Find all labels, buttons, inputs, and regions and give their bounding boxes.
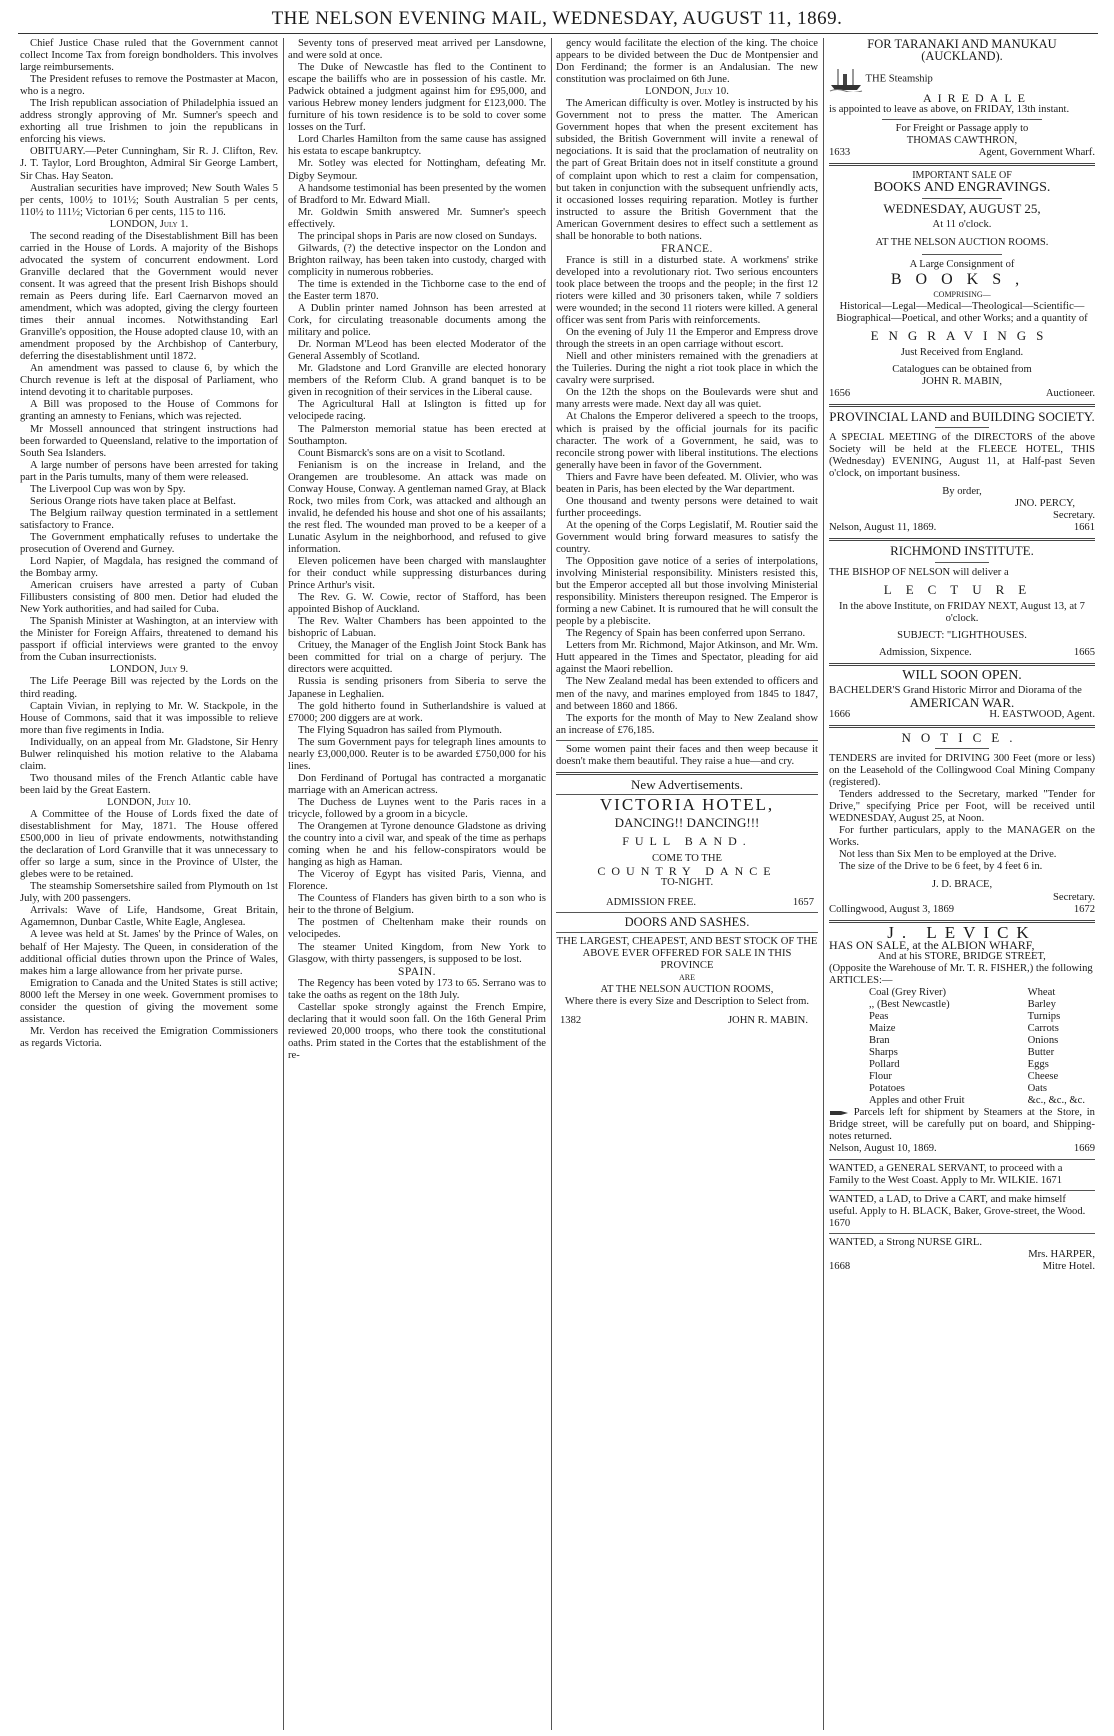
paragraph: Gilwards, (?) the detective inspector on the London and Brighton railway, has been taken into custody, charged with complicity in numerous robberies.: [288, 242, 546, 278]
divider: [829, 1233, 1095, 1234]
divider: [829, 1159, 1095, 1160]
divider: [829, 538, 1095, 541]
paragraph: Captain Vivian, in replying to Mr. W. Stackpole, in the House of Commons, said that it was impossible to relieve more than five regiments in India.: [20, 700, 278, 736]
victoria-hotel-title: VICTORIA HOTEL,: [599, 794, 775, 814]
divider: [829, 404, 1095, 407]
goods-item: Barley: [1027, 998, 1056, 1010]
levick-sale: HAS ON SALE, at the ALBION WHARF,: [829, 937, 1035, 952]
notice-title: NOTICE.: [901, 729, 1023, 745]
column-3: [556, 38, 818, 1730]
divider: [829, 663, 1095, 666]
doors-where: Where there is every Size and Description to Select from.: [564, 996, 810, 1008]
divider: [935, 427, 988, 428]
secretary-title: Secretary.: [1053, 510, 1095, 522]
column-3-text: [556, 38, 818, 737]
auctioneer-row: [829, 388, 1095, 400]
paragraph: LONDON, July 10.: [107, 796, 191, 808]
paragraph: gency would facilitate the election of the king. The choice appears to be divided between the Duc de Montpensier and Don Ferdinand; the former is an Andalusian. The new constitution was proclaimed on 6th June.: [556, 38, 818, 86]
paragraph: Mr. Verdon has received the Emigration Commissioners as regards Victoria.: [20, 1025, 278, 1049]
paragraph: A levee was held at St. James' by the Prince of Wales, on behalf of Her Majesty. The Queen, in consideration of the additional official duties thrown upon the Prince of Wales, makes him a large allowance from her private purse.: [20, 929, 278, 977]
levick-opposite: (Opposite the Warehouse of Mr. T. R. FISHER,) the following ARTICLES:—: [829, 962, 1093, 986]
paragraph: Individually, on an appeal from Mr. Gladstone, Sir Henry Bulwer relinquished his motion relative to the Alabama claim.: [20, 736, 278, 772]
paragraph: The Spanish Minister at Washington, at an interview with the Minister for Foreign Affairs, threatened to demand his passport if official interviews were granted to the envoy from the Cuban insurrectionists.: [20, 616, 278, 664]
divider: [829, 725, 1095, 728]
goods-item: Peas: [869, 1010, 889, 1022]
paragraph: The Opposition gave notice of a series of interpolations, involving Ministerial responsibility. Ministers resisted this, but the Emperor accepted all but those involving Ministerial responsibility. Ministers thereupon resigned. The Emperor is forming a new Cabinet. It is rumoured that he will consult the people by a plebiscite.: [556, 556, 818, 628]
signer: JOHN R. MABIN.: [727, 1014, 808, 1026]
levick-ad: [829, 922, 1095, 1156]
paragraph: The Rev. Walter Chambers has been appointed to the bishopric of Labuan.: [288, 616, 546, 640]
victoria-hotel-ad: [556, 794, 818, 909]
received: Just Received from England.: [900, 346, 1024, 358]
auctioneer-title: Auctioneer.: [1045, 387, 1095, 399]
paragraph: At the opening of the Corps Legislatif, M. Routier said the Government would bring forward measures to satisfy the country.: [556, 519, 818, 555]
paragraph: Crituey, the Manager of the English Joint Stock Bank has been committed for trial on a charge of perjury. The directors were acquitted.: [288, 640, 546, 676]
auctioneer-name: JOHN R. MABIN,: [921, 375, 1003, 387]
divider: [829, 1190, 1095, 1191]
paragraph: OBITUARY.—Peter Cunningham, Sir R. J. Clifton, Rev. J. T. Taylor, Lord Broughton, Admiral Sir George Lambert, Sir Chas. Hay Seaton.: [20, 146, 278, 182]
steamship-line: [829, 66, 1095, 92]
levick-title: J. LEVICK: [887, 922, 1037, 942]
pointing-hand-icon: [829, 1108, 849, 1118]
divider: [829, 163, 1095, 166]
paragraph: The Palmerston memorial statue has been erected at Southampton.: [288, 423, 546, 447]
paragraph: The Belgium railway question terminated in a settlement satisfactory to France.: [20, 507, 278, 531]
doors-title: DOORS AND SASHES.: [624, 915, 750, 930]
doors-body: THE LARGEST, CHEAPEST, AND BEST STOCK OF THE ABOVE EVER OFFERED FOR SALE IN THIS PROVINCE: [556, 936, 818, 972]
consignment: A Large Consignment of: [909, 258, 1015, 270]
provincial-footer: [829, 522, 1095, 534]
paragraph: Niell and other ministers remained with the grenadiers at the Tuileries. During the night a riot took place in which the cavalry were surprised.: [556, 351, 818, 387]
levick-store: And at his STORE, BRIDGE STREET,: [878, 950, 1046, 962]
nurse-text: WANTED, a Strong NURSE GIRL.: [829, 1236, 983, 1248]
paragraph: The time is extended in the Tichborne case to the end of the Easter term 1870.: [288, 278, 546, 302]
parcels-footer: [829, 1143, 1095, 1155]
ship-name: AIREDALE: [923, 91, 1031, 106]
doors-footer: [556, 1015, 818, 1027]
paragraph: Castellar spoke strongly against the French Empire, declaring that it would soon fall. On the 16th General Prim reviewed 20,000 troops, who there took the constitutional oaths. Prim stated in the Cortes that the establishment of the re-: [288, 1001, 546, 1061]
wanted-servant-ad: [829, 1163, 1095, 1187]
paragraph: FRANCE.: [661, 242, 713, 255]
paragraph: The exports for the month of May to New Zealand show an increase of £76,185.: [556, 712, 818, 736]
dancing-line: DANCING!! DANCING!!!: [614, 814, 760, 830]
goods-item: &c., &c., &c.: [1027, 1095, 1085, 1107]
agent-name: THOMAS CAWTHRON,: [906, 135, 1018, 147]
steamship-label: THE Steamship: [865, 73, 933, 85]
country-dance: COUNTRY DANCE: [597, 864, 777, 879]
paragraph: A large number of persons have been arrested for taking part in the Paris tumults, many of them were released.: [20, 459, 278, 483]
paragraph: The second reading of the Disestablishment Bill has been carried in the House of Lords. A majority of the Bishops advocated the system of concurrent endowment. Lord Granville declared that the Government would never consent. It was agreed that the present Irish Bishops should remain as Peers during life. Earl Caernarvon moved an amendment, which was adopted, giving the clergy fourteen times their annual incomes. Notwithstanding Earl Granville's opposition, the House adopted clause 10, with an amendment proposed by the Archbishop of Canterbury, deferring the disestablishment until 1872.: [20, 230, 278, 363]
paragraph: Letters from Mr. Richmond, Major Atkinson, and Mr. Wm. Hutt appeared in the Times and Spectator, pleading for aid against the Maori rebellion.: [556, 640, 818, 676]
lad-text: WANTED, a LAD, to Drive a CART, and make himself useful. Apply to H. BLACK, Baker, Grove-street, the Wood.: [829, 1193, 1086, 1217]
goods-item: Cheese: [1027, 1071, 1059, 1083]
divider: [922, 254, 1002, 255]
paragraph: The Regency of Spain has been conferred upon Serrano.: [566, 628, 806, 640]
will-open: WILL SOON OPEN.: [902, 667, 1022, 683]
lecture-word: LECTURE: [883, 581, 1041, 597]
paragraph: At Chalons the Emperor delivered a speech to the troops, which is praised by the official journals for its pacific character. The work of a Government, he said, was to reconcile strong power with liberal institutions. The elections generally have been in favor of the Government.: [556, 411, 818, 471]
goods-item: Potatoes: [869, 1083, 905, 1095]
admission-row: [556, 897, 818, 909]
richmond-institute-ad: [829, 545, 1095, 658]
goods-item: Maize: [869, 1023, 896, 1034]
books-sale-ad: [829, 170, 1095, 400]
ad-number: 1669: [1073, 1143, 1095, 1155]
provincial-title: PROVINCIAL LAND and BUILDING SOCIETY.: [829, 409, 1095, 425]
doors-sashes-ad: [556, 916, 818, 1026]
taranaki-ad: [829, 38, 1095, 159]
divider: [556, 772, 818, 775]
goods-left: [869, 987, 965, 1107]
tonight: TO-NIGHT.: [660, 877, 714, 889]
paragraph: A Dublin printer named Johnson has been arrested at Cork, for circulating treasonable documents among the military and police.: [288, 303, 546, 339]
by-order: By order,: [942, 486, 982, 498]
secretary-name: JNO. PERCY,: [1014, 498, 1075, 510]
paragraph: The Life Peerage Bill was rejected by the Lords on the third reading.: [20, 676, 278, 700]
tenders-text: TENDERS are invited for DRIVING 300 Feet (more or less) on the Leasehold of the Collingwood Coal Mining Company (registered).: [829, 753, 1095, 789]
goods-item: Apples and other Fruit: [869, 1095, 965, 1107]
agent-row: [829, 147, 1095, 159]
masthead-rule: [18, 33, 1098, 34]
paragraph: The gold hitherto found in Sutherlandshire is valued at £7000; 200 diggers are at work.: [288, 700, 546, 724]
masthead: THE NELSON EVENING MAIL, WEDNESDAY, AUGUST 11, 1869.: [271, 8, 843, 29]
column-1: [20, 38, 278, 1730]
richmond-title: RICHMOND INSTITUTE.: [890, 543, 1034, 559]
further-particulars: For further particulars, apply to the MANAGER on the Works.: [829, 825, 1095, 849]
paragraph: An amendment was passed to clause 6, by which the Church revenue is left at the disposal of Parliament, who intend devoting it to charitable purposes.: [20, 363, 278, 399]
paragraph: Mr Mossell announced that stringent instructions had been forwarded to Queensland, relative to the importation of South Sea Islanders.: [20, 423, 278, 459]
paragraph: On the evening of July 11 the Emperor and Empress drove through the streets in an open carriage without escort.: [556, 327, 818, 351]
goods-right: [1028, 987, 1085, 1107]
sale-date: WEDNESDAY, AUGUST 25,: [883, 201, 1041, 217]
nurse-contact: Mrs. HARPER,: [1028, 1248, 1095, 1260]
not-less-than: Not less than Six Men to be employed at the Drive.: [839, 849, 1057, 861]
diorama-footer: [829, 709, 1095, 721]
bachelder-line: BACHELDER'S Grand Historic Mirror and Diorama of the: [829, 684, 1082, 696]
paragraph: Dr. Norman M'Leod has been elected Moderator of the General Assembly of Scotland.: [288, 339, 546, 363]
diorama-agent: H. EASTWOOD, Agent.: [989, 708, 1095, 720]
paragraph: The American difficulty is over. Motley is instructed by his Government not to press the matter. The American Government hopes that when the present excitement has subsided, the British Government will invite a renewal of negociations. It is said that the proclamation of neutrality on the part of Great Britain does not in itself constitute a ground of complaint upon which to rest a claim for compensation, but taken in conjunction with the subsequent unfriendly acts, it occasioned losses requiring reparation. Motley is further instructed to assure the British Government that the American Government desires to effect such a settlement as shall be honorable to both nations.: [556, 98, 818, 242]
paragraph: Count Bismarck's sons are on a visit to Scotland.: [298, 447, 505, 459]
paragraph: The principal shops in Paris are now closed on Sundays.: [298, 230, 537, 242]
paragraph: Fenianism is on the increase in Ireland, and the Orangemen are troublesome. An attack was made on Conway House, Conway. A gentleman named Gray, at Black Rock, two miles from Cork, was attacked and although an invalid, he defended his house and shot one of his assailants; the rest fled. The wounded man proved to be a keeper of a Lunatic Asylum in the neighborhood, and refused to give information.: [288, 459, 546, 555]
come-to-the: COME TO THE: [651, 853, 723, 864]
sale-heading: BOOKS AND ENGRAVINGS.: [873, 180, 1051, 196]
paragraph: The Liverpool Cup was won by Spy.: [30, 483, 186, 495]
paragraph: Don Ferdinand of Portugal has contracted a morganatic marriage with an American actress.: [288, 772, 546, 796]
paragraph: Seventy tons of preserved meat arrived per Lansdowne, and were sold at once.: [288, 38, 546, 62]
freight-line: For Freight or Passage apply to: [895, 123, 1029, 135]
admission-free: ADMISSION FREE.: [606, 897, 697, 909]
tender-notice-ad: [829, 729, 1095, 916]
taranaki-title: FOR TARANAKI AND MANUKAU (AUCKLAND).: [867, 38, 1057, 64]
diorama-ad: [829, 667, 1095, 721]
goods-item: Eggs: [1027, 1059, 1049, 1071]
ship-appointed: is appointed to leave as above, on FRIDAY, 13th instant.: [829, 104, 1070, 116]
paragraph: The Orangemen at Tyrone denounce Gladstone as driving the country into a civil war, and speak of the time as perhaps coming when he and his fellow-conspirators would be hanging as high as Haman.: [288, 821, 546, 869]
divider: [922, 198, 1002, 199]
parcels-date: Nelson, August 10, 1869.: [829, 1143, 937, 1155]
paragraph: A handsome testimonial has been presented by the women of Bradford to Mr. Edward Miall.: [288, 182, 546, 206]
paragraph: Mr. Sotley was elected for Nottingham, defeating Mr. Digby Seymour.: [288, 158, 546, 182]
new-advertisements-heading: New Advertisements.: [631, 776, 743, 792]
paragraph: Australian securities have improved; New South Wales 5 per cents, 100½ to 101½; South Australian 5 per cents, 110½ to 111½; Victorian 6 per cents, 115 to 116.: [20, 182, 278, 218]
column-4-advertisements: [829, 38, 1095, 1730]
paragraph: The New Zealand medal has been extended to officers and men of the navy, and marines employed from 1845 to 1847, and between 1860 and 1866.: [556, 676, 818, 712]
agent-title: Agent, Government Wharf.: [978, 147, 1095, 159]
goods-item: Bran: [869, 1035, 890, 1047]
doors-rooms: AT THE NELSON AUCTION ROOMS,: [600, 984, 774, 996]
paragraph: The Regency has been voted by 173 to 65. Serrano was to take the oaths as regent on the 18th July.: [288, 977, 546, 1001]
goods-item: Carrots: [1027, 1023, 1059, 1034]
paragraph: Lord Napier, of Magdala, has resigned the command of the Bombay army.: [20, 556, 278, 580]
paragraph: LONDON, July 9.: [109, 664, 189, 676]
paragraph: Thiers and Favre have been defeated. M. Olivier, who was beaten in Paris, has been elected by the War department.: [556, 471, 818, 495]
divider: [935, 562, 988, 563]
paragraph: The Duke of Newcastle has fled to the Continent to escape the bailiffs who are in possession of his castle. Mr. Padwick obtained a judgment against him for £95,000, and various Hebrew money lenders judgment for £123,000. The furniture of his town residence is to be sold to cover some losses on the Turf.: [288, 62, 546, 134]
goods-list: [829, 987, 1095, 1107]
sale-place: AT THE NELSON AUCTION ROOMS.: [875, 236, 1049, 248]
drive-size: The size of the Drive to be 6 feet, by 4 feet 6 in.: [839, 861, 1043, 873]
column-divider: [823, 38, 824, 1730]
paragraph: The steamship Somersetshire sailed from Plymouth on 1st July, with 200 passengers.: [20, 881, 278, 905]
paragraph: The Irish republican association of Philadelphia issued an address strongly approving of Mr. Sumner's speech and exhorting all true Irishmen to join the republicans in enforcing his views.: [20, 98, 278, 146]
meeting-notice: A SPECIAL MEETING of the DIRECTORS of the above Society will be held at the FLEECE HOTEL, THIS (Wednesday) EVENING, August 11, at Half-past Seven o'clock, on important business.: [829, 432, 1095, 480]
paragraph: American cruisers have arrested a party of Cuban Fillibusters consisting of 800 men. Detior had eluded the New York authorities, and had sailed for Cuba.: [20, 580, 278, 616]
paragraph: Mr. Gladstone and Lord Granville are elected honorary members of the Reform Club. A grand banquet is to be given in recognition of their services in the Liberal cause.: [288, 363, 546, 399]
paragraph: France is still in a disturbed state. A workmens' strike developed into a revolutionary riot. Two serious encounters took place between the troops and the people; in the first 12 rioters were killed and 30 prisoners taken, while 7 soldiers were wounded; in the second 11 rioters were killed. A general officer was sent from Paris with reinforcements.: [556, 254, 818, 327]
wanted-nurse-ad: [829, 1237, 1095, 1273]
sale-title: IMPORTANT SALE OF: [912, 170, 1012, 182]
paragraph: Two thousand miles of the French Atlantic cable have been laid by the Great Eastern.: [20, 772, 278, 796]
paragraph: A Committee of the House of Lords fixed the date of disestablishment for May, 1871. The House offered £500,000 in lieu of private endowments, notwithstanding the declaration of Lord Granville that it was unnecessary to offer so large a sum, since in the Province of Ulster, the glebes were to be retained.: [20, 809, 278, 881]
sale-time: At 11 o'clock.: [932, 219, 992, 231]
engravings-word: ENGRAVINGS: [870, 327, 1054, 343]
american-war: AMERICAN WAR.: [909, 694, 1015, 710]
paragraph: LONDON, July 1.: [109, 218, 189, 230]
lecture-footer: [829, 647, 1095, 659]
lecture-admission: Admission, Sixpence.: [879, 646, 972, 658]
paragraph: The steamer United Kingdom, from New York to Glasgow, with thirty passengers, is supposed to be lost.: [288, 941, 546, 965]
parcels-text: Parcels left for shipment by Steamers at the Store, in Bridge street, will be carefully put on board, and Shipping-notes returned.: [829, 1107, 1095, 1143]
nurse-footer: [829, 1261, 1095, 1273]
goods-item: Coal (Grey River): [869, 986, 947, 998]
paragraph: The postmen of Cheltenham make their rounds on velocipedes.: [288, 917, 546, 941]
nurse-hotel: Mitre Hotel.: [1042, 1260, 1095, 1272]
lecture-subject: SUBJECT: "LIGHTHOUSES.: [897, 629, 1027, 641]
servant-text: WANTED, a GENERAL SERVANT, to proceed with a Family to the West Coast. Apply to Mr. WILKIE.: [829, 1162, 1063, 1186]
goods-item: Wheat: [1027, 986, 1056, 998]
paragraph: The President refuses to remove the Postmaster at Macon, who is a negro.: [20, 74, 278, 98]
goods-item: Onions: [1027, 1035, 1059, 1047]
ad-number: 1672: [1073, 903, 1095, 915]
column-divider: [283, 38, 284, 1730]
goods-item: Oats: [1027, 1083, 1048, 1095]
goods-item: Pollard: [869, 1059, 900, 1071]
tenders-text-2: Tenders addressed to the Secretary, marked "Tender for Drive," specifying Price per Foot, will be received until WEDNESDAY, August 25, at Noon.: [829, 789, 1095, 825]
tender-date: Collingwood, August 3, 1869: [829, 903, 955, 915]
divider: [556, 932, 818, 933]
paragraph: Serious Orange riots have taken place at Belfast.: [30, 495, 236, 507]
ad-number: 1665: [1073, 646, 1095, 658]
divider: [556, 912, 818, 913]
parcels-notice: [829, 1107, 1095, 1143]
doors-are: ARE: [679, 973, 695, 983]
column-divider: [551, 38, 552, 1730]
goods-item: Flour: [869, 1071, 892, 1083]
paragraph: The Agricultural Hall at Islington is fitted up for velocipede racing.: [288, 399, 546, 423]
bishop-line: THE BISHOP OF NELSON will deliver a: [829, 566, 1009, 578]
ad-number: 1670: [829, 1217, 851, 1229]
notice-date: Nelson, August 11, 1869.: [829, 522, 937, 534]
paragraph: The Rev. G. W. Cowie, rector of Stafford, has been appointed Bishop of Auckland.: [288, 592, 546, 616]
divider: [882, 119, 1042, 120]
goods-item: ,, (Best Newcastle): [869, 998, 950, 1010]
paragraph: The Government emphatically refuses to undertake the prosecution of Overend and Gurney.: [20, 531, 278, 555]
paragraph: Arrivals: Wave of Life, Handsome, Great Britain, Agamemnon, Dunbar Castle, White Eagle, Anglesea.: [20, 905, 278, 929]
tender-footer: [829, 904, 1095, 916]
ad-number: 1382: [560, 1014, 582, 1026]
steamship-icon: [829, 66, 863, 92]
goods-item: Sharps: [869, 1047, 898, 1059]
column-2: [288, 38, 546, 1730]
catalogues: Catalogues can be obtained from: [892, 363, 1032, 375]
comprising: COMPRISING—: [933, 289, 991, 299]
ad-number: 1668: [829, 1260, 851, 1272]
divider: [556, 740, 818, 741]
paragraph: Mr. Goldwin Smith answered Mr. Sumner's speech effectively.: [288, 206, 546, 230]
ad-number: 1633: [829, 147, 851, 159]
paragraph: One thousand and twenty persons were detained to wait further proceedings.: [556, 495, 818, 519]
divider: [935, 748, 988, 749]
ad-number: 1661: [1073, 522, 1095, 534]
paragraph: Russia is sending prisoners from Siberia to serve the Japanese in Leghalien.: [288, 676, 546, 700]
provincial-society-ad: [829, 411, 1095, 534]
paragraph: The sum Government pays for telegraph lines amounts to nearly £3,000,000. Reuter is to be awarded £750,000 for his lines.: [288, 736, 546, 772]
paragraph: The Duchess de Luynes went to the Paris races in a tricycle, followed by a groom in a bicycle.: [288, 796, 546, 820]
paragraph: LONDON, July 10.: [645, 86, 729, 98]
paragraph: SPAIN.: [397, 965, 437, 978]
book-kinds: Historical—Legal—Medical—Theological—Scientific—Biographical—Poetical, and other Works; and a quantity of: [836, 300, 1088, 324]
full-band: FULL BAND.: [622, 833, 752, 848]
brace-title: Secretary.: [1053, 891, 1095, 903]
ad-number: 1657: [792, 897, 814, 909]
filler-text: Some women paint their faces and then weep because it doesn't make them beautiful. They raise a hue—and cry.: [556, 743, 818, 767]
paragraph: A Bill was proposed to the House of Commons for granting an amnesty to Fenians, which was rejected.: [20, 399, 278, 423]
brace-name: J. D. BRACE,: [931, 879, 993, 891]
goods-item: Butter: [1027, 1047, 1055, 1059]
paragraph: Eleven policemen have been charged with manslaughter for their conduct while suppressing disturbances during Prince Arthur's visit.: [288, 556, 546, 592]
paragraph: Emigration to Canada and the United States is still active; 8000 left the Mersey in one week. Government promises to consider the question of giving the movement some assistance.: [20, 977, 278, 1025]
goods-item: Turnips: [1027, 1010, 1061, 1022]
ad-number: 1656: [829, 387, 851, 399]
paragraph: The Countess of Flanders has given birth to a son who is heir to the throne of Belgium.: [288, 893, 546, 917]
wanted-lad-ad: [829, 1194, 1095, 1230]
books-word: BOOKS,: [890, 270, 1034, 288]
paragraph: The Viceroy of Egypt has visited Paris, Vienna, and Florence.: [288, 869, 546, 893]
paragraph: On the 12th the shops on the Boulevards were shut and many arrests were made. Next day all was quiet.: [556, 387, 818, 411]
paragraph: The Flying Squadron has sailed from Plymouth.: [298, 724, 502, 736]
lecture-time: In the above Institute, on FRIDAY NEXT, August 13, at 7 o'clock.: [839, 600, 1085, 624]
ad-number: 1671: [1040, 1174, 1062, 1186]
paragraph: Chief Justice Chase ruled that the Government cannot collect Income Tax from foreign bondholders. This involves large reimbursements.: [20, 38, 278, 74]
ad-number: 1666: [829, 708, 851, 720]
paragraph: Lord Charles Hamilton from the same cause has assigned his estata to escape bankruptcy.: [288, 134, 546, 158]
